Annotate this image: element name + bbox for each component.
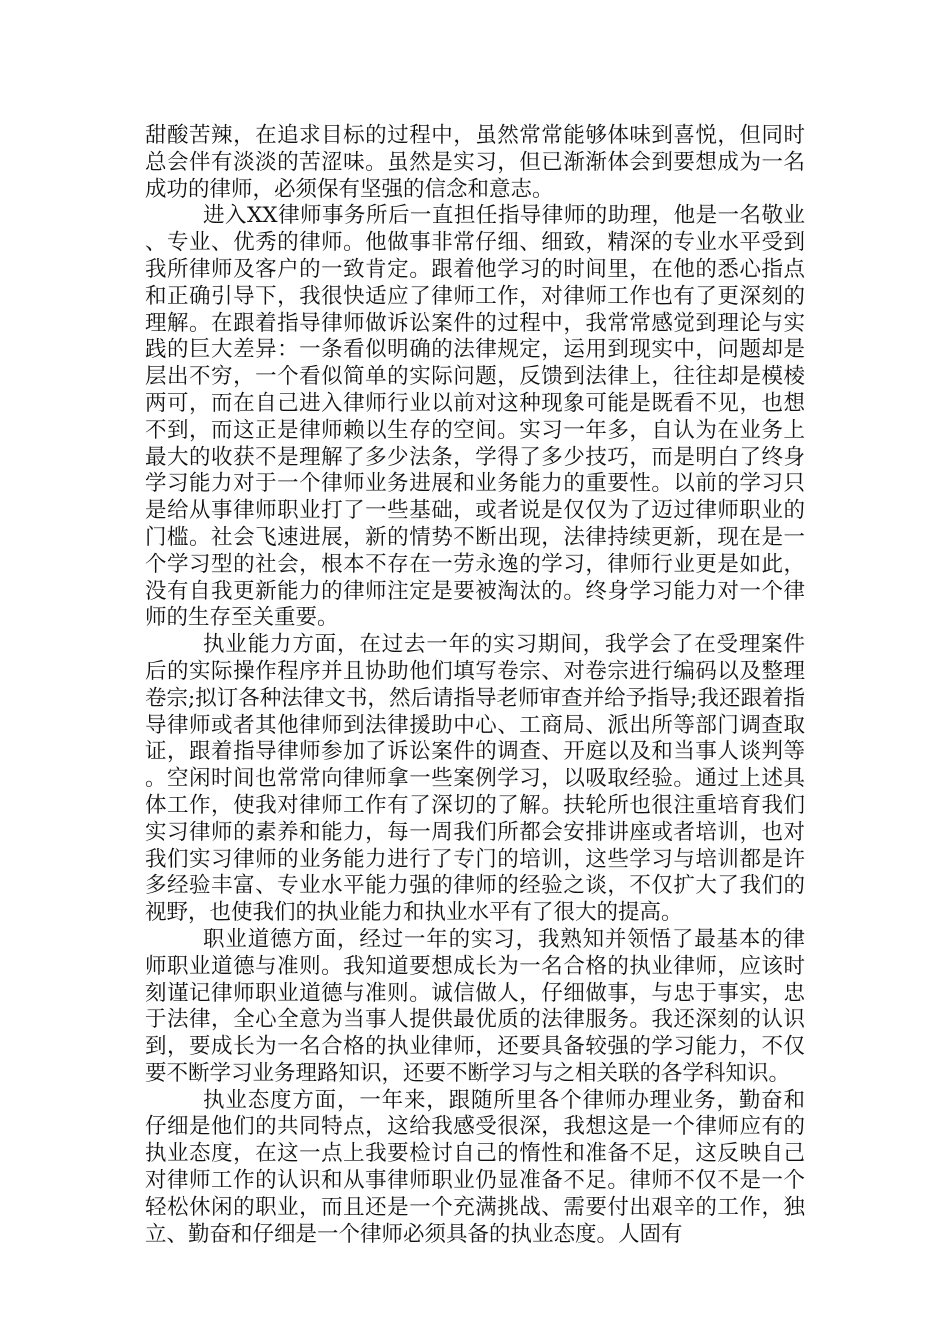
paragraph-5: 执业态度方面，一年来，跟随所里各个律师办理业务，勤奋和仔细是他们的共同特点，这给我感受很深，我想这是一个律师应有的执业态度，在这一点上我要检讨自己的惰性和准备不足，这反映自己对律师工作的认识和从事律师职业仍显准备不足。律师不仅不是一个轻松休闲的职业，而且还是一个充满挑战、需要付出艰辛的工作，独立、勤奋和仔细是一个律师必须具备的执业态度。人固有 <box>145 1087 805 1247</box>
paragraph-1: 甜酸苦辣，在追求目标的过程中，虽然常常能够体味到喜悦，但同时总会伴有淡淡的苦涩味。虽然是实习，但已渐渐体会到要想成为一名成功的律师，必须保有坚强的信念和意志。 <box>145 123 805 202</box>
paragraph-2: 进入XX律师事务所后一直担任指导律师的助理，他是一名敬业、专业、优秀的律师。他做事非常仔细、细致，精深的专业水平受到我所律师及客户的一致肯定。跟着他学习的时间里，在他的悉心指点和正确引导下，我很快适应了律师工作，对律师工作也有了更深刻的理解。在跟着指导律师做诉讼案件的过程中，我常常感觉到理论与实践的巨大差异：一条看似明确的法律规定，运用到现实中，问题却是层出不穷，一个看似简单的实际问题，反馈到法律上，往往却是模棱两可，而在自己进入律师行业以前对这种现象可能是既看不见，也想不到，而这正是律师赖以生存的空间。实习一年多，自认为在业务上最大的收获不是理解了多少法条，学得了多少技巧，而是明白了终身学习能力对于一个律师业务进展和业务能力的重要性。以前的学习只是给从事律师职业打了一些基础，或者说是仅仅为了迈过律师职业的门槛。社会飞速进展，新的情势不断出现，法律持续更新，现在是一个学习型的社会，根本不存在一劳永逸的学习，律师行业更是如此，没有自我更新能力的律师注定是要被淘汰的。终身学习能力对一个律师的生存至关重要。 <box>145 203 805 631</box>
paragraph-4: 职业道德方面，经过一年的实习，我熟知并领悟了最基本的律师职业道德与准则。我知道要想成长为一名合格的执业律师，应该时刻谨记律师职业道德与准则。诚信做人，仔细做事，与忠于事实，忠于法律，全心全意为当事人提供最优质的法律服务。我还深刻的认识到，要成长为一名合格的执业律师，还要具备较强的学习能力，不仅要不断学习业务理路知识，还要不断学习与之相关联的各学科知识。 <box>145 926 805 1086</box>
document-page <box>145 123 805 1248</box>
paragraph-3: 执业能力方面，在过去一年的实习期间，我学会了在受理案件后的实际操作程序并且协助他们填写卷宗、对卷宗进行编码以及整理卷宗;拟订各种法律文书，然后请指导老师审查并给予指导;我还跟着指导律师或者其他律师到法律援助中心、工商局、派出所等部门调查取证，跟着指导律师参加了诉讼案件的调查、开庭以及和当事人谈判等。空闲时间也常常向律师拿一些案例学习，以吸取经验。通过上述具体工作，使我对律师工作有了深切的了解。扶轮所也很注重培育我们实习律师的素养和能力，每一周我们所都会安排讲座或者培训，也对我们实习律师的业务能力进行了专门的培训，这些学习与培训都是许多经验丰富、专业水平能力强的律师的经验之谈，不仅扩大了我们的视野，也使我们的执业能力和执业水平有了很大的提高。 <box>145 632 805 926</box>
